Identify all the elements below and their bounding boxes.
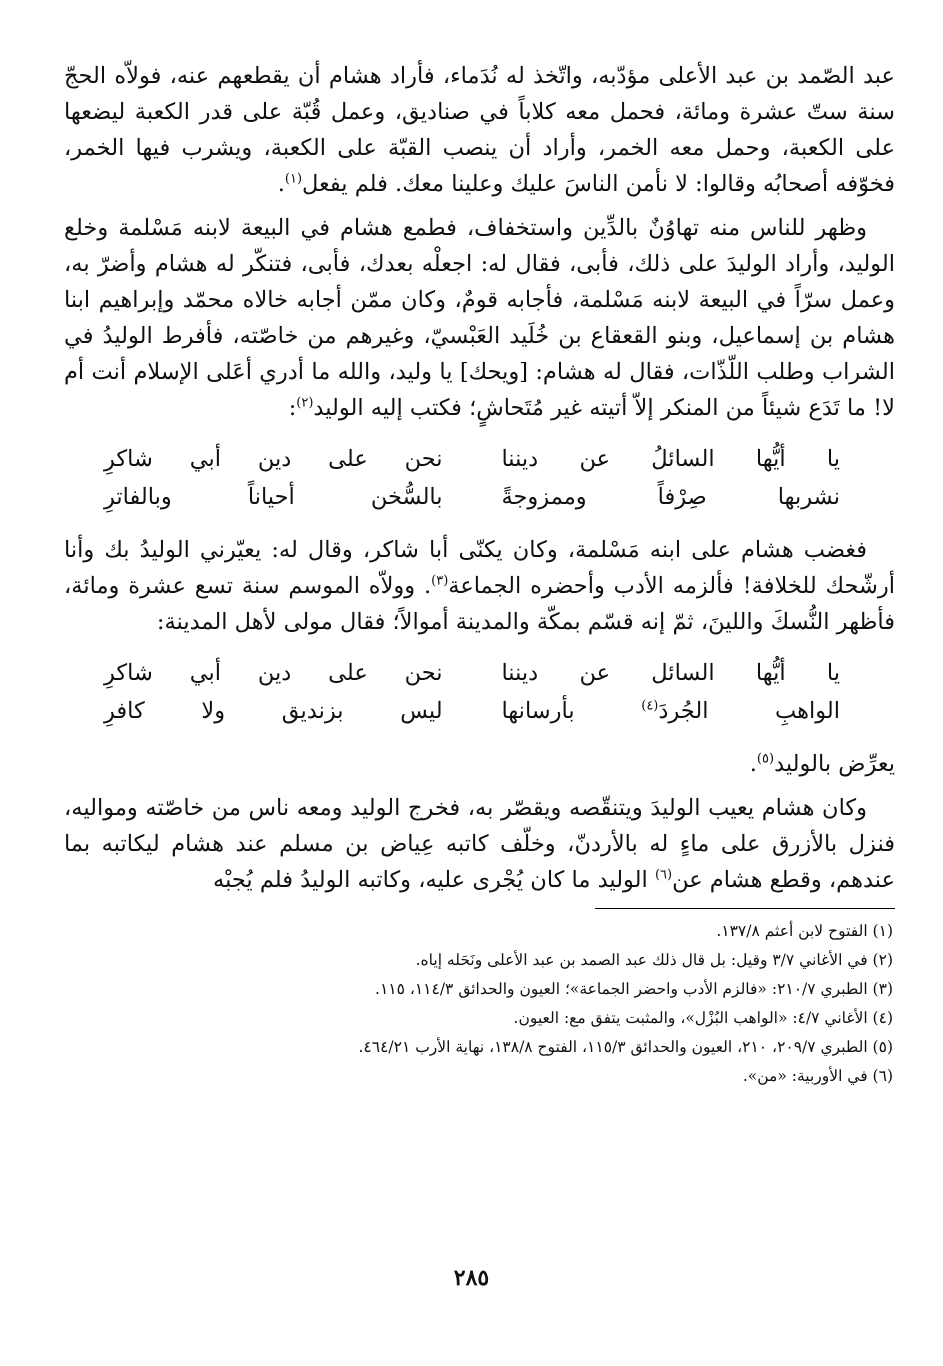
footnote-ref-1[interactable]: (١) [284, 171, 303, 187]
footnote-ref-2[interactable]: (٢) [296, 395, 314, 411]
paragraph-5-text: وكان هشام يعيب الوليدَ ويتنقّصه ويقصّر به، فخرج الوليد ومعه ناس من خاصّته ومواليه، فنزل بالأزرق على ماءٍ له بالأردنّ، وخلّف كاتبه عِياض بن مسلم عند هشام ليكاتبه بما عندهم، وقطع هشام عن [64, 795, 895, 893]
poem-2-verse-2 [104, 692, 840, 730]
poem-2-verse-2-first-hemistich [501, 692, 840, 730]
poem-1-verse-2 [104, 478, 840, 516]
paragraph-4-end: . [749, 751, 757, 777]
poem-1-verse-1-first-hemistich: يا أيُّها السائلُ عن ديننا [501, 446, 840, 472]
footnote-ref-3[interactable]: (٣) [431, 573, 449, 589]
footnotes [64, 917, 895, 1091]
poem-1-verse-2-first-hemistich: نشربها صِرْفاً وممزوجةً [501, 484, 840, 510]
paragraph-4 [64, 746, 895, 782]
poem-2-verse-1 [104, 654, 840, 692]
poem-2-verse-2-second-hemistich: ليس بزنديق ولا كافرِ [104, 698, 443, 724]
footnote-ref-6[interactable]: (٦) [654, 867, 673, 883]
paragraph-5 [64, 790, 895, 898]
footnote-4: (٤) الأغاني ٤/٧: «الواهب البُزْل»، والمثبت يتفق مع: العيون. [513, 1009, 893, 1027]
footnote-separator [595, 908, 895, 909]
footnote-ref-4[interactable]: (٤) [641, 698, 659, 714]
poem-2-verse-1-first-hemistich: يا أيُّها السائل عن ديننا [501, 660, 840, 686]
paragraph-2-end: : [288, 395, 297, 421]
poem-2-verse-1-second-hemistich: نحن على دين أبي شاكرِ [104, 660, 443, 686]
paragraph-1 [64, 58, 895, 202]
poem-1-verse-1-second-hemistich: نحن على دين أبي شاكرِ [104, 446, 443, 472]
poem-2-verse-2-first-hemistich-part-b: بأرسانها [501, 698, 642, 724]
paragraph-2-text: وظهر للناس منه تهاوُنٌ بالدِّين واستخفاف، فطمع هشام في البيعة لابنه مَسْلمة وخلع الوليد، وأراد الوليدَ على ذلك، فأبى، فقال له: اجعلْه بعدك، فأبى، فتنكّر له هشام وأضرّ به، وعمل سرّاً في البيعة لابنه مَسْلمة، فأجابه قومٌ، وكان ممّن أجابه خالاه محمّد وإبراهيم ابنا هشام بن إسماعيل، وبنو القعقاع بن خُلَيد العَبْسيّ، وغيرهم من خاصّته، فأفرط الوليدُ في الشراب وطلب اللّذّات، فقال له هشام: [ويحك] يا وليد، والله ما أدري أعَلى الإسلام أنت أم لا! ما تَدَع شيئاً من المنكر إلاّ أتيته غير مُتَحاشٍ؛ فكتب إليه الوليد [64, 215, 895, 421]
poem-1-verse-1 [104, 440, 840, 478]
poem-2-verse-2-first-hemistich-part-a: الواهبِ الجُردَ [658, 698, 840, 724]
footnote-3: (٣) الطبري ٢١٠/٧: «فالزم الأدب واحضر الجماعة»؛ العيون والحدائق ١١٤/٣، ١١٥. [375, 980, 893, 998]
poem-1 [64, 440, 895, 516]
paragraph-3-text: فغضب هشام على ابنه مَسْلمة، وكان يكنّى أبا شاكر، وقال له: يعيّرني الوليدُ بك وأنا أرشّحك للخلافة! فألزمه الأدب وأحضره الجماعة [64, 537, 895, 599]
footnote-2: (٢) في الأغاني ٣/٧ وقيل: بل قال ذلك عبد الصمد بن عبد الأعلى ونَحَله إياه. [415, 951, 893, 969]
footnote-6: (٦) في الأوربية: «من». [742, 1067, 893, 1085]
paragraph-1-text: عبد الصّمد بن عبد الأعلى مؤدّبه، واتّخذ له نُدَماء، فأراد هشام أن يقطعهم عنه، فولاّه الحجّ سنة ستّ عشرة ومائة، فحمل معه كلاباً في صناديق، وعمل قُبّة على قدر الكعبة ليضعها على الكعبة، وحمل معه الخمر، وأراد أن ينصب القبّة على الكعبة، ويشرب فيها الخمر، فخوّفه أصحابُه وقالوا: لا نأمن الناسَ عليك وعلينا معك. فلم يفعل [64, 63, 895, 197]
paragraph-3 [64, 532, 895, 640]
paragraph-5-rest: الوليد ما كان يُجْرى عليه، وكاتبه الوليدُ فلم يُجبْه [213, 867, 655, 893]
footnote-1: (١) الفتوح لابن أعثم ١٣٧/٨. [716, 922, 893, 940]
paragraph-1-end: . [277, 171, 285, 197]
poem-1-verse-2-second-hemistich: بالسُّخن أحياناً وبالفاترِ [104, 484, 443, 510]
poem-2 [64, 654, 895, 730]
paragraph-4-text: يعرِّض بالوليد [774, 751, 895, 777]
paragraph-3-rest: . وولاّه الموسم سنة تسع عشرة ومائة، فأظهر النُّسكَ واللينَ، ثمّ إنه قسّم بمكّة والمدينة أموالاً؛ فقال مولى لأهل المدينة: [64, 573, 895, 635]
paragraph-2 [64, 210, 895, 426]
page-number: ٢٨٥ [453, 1265, 490, 1291]
footnote-5: (٥) الطبري ٢٠٩/٧، ٢١٠، العيون والحدائق ١١٥/٣، الفتوح ١٣٨/٨، نهاية الأرب ٤٦٤/٢١. [358, 1038, 893, 1056]
footnote-ref-5[interactable]: (٥) [756, 751, 775, 767]
